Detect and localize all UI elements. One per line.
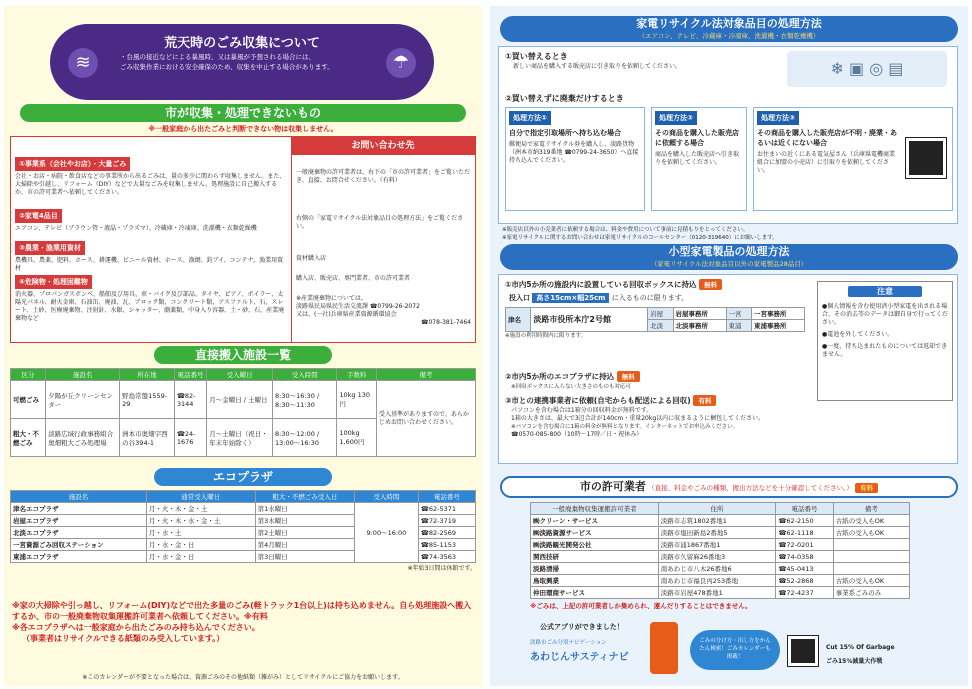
table-row: 粗大・不燃ごみ 淡路広域行政事務組合 奥畑粗大ごみ処理場 洲本市奥畑字西の谷394-1 ☎24-1676 月〜土曜日（祝日・年末年始除く） 8:30〜12:00 / 13:00〜16:30 100kg 1,600円 [11, 419, 476, 457]
app-promo: 公式アプリができました！ 淡路市ごみ分別ナビゲーション あわじんサスティナビ ごみの分け方・出し方をかんたん検索！ごみカレンダーも掲載！ Cut 15% Of Garbage ごみ15%減量大作戦 [530, 622, 950, 680]
table-row: 東浦エコプラザ 月・水・金・日 第3日曜日 ☎74-3563 [11, 551, 476, 563]
wind-icon: ≋ [68, 48, 98, 78]
table-row: 津名エコプラザ 月・火・木・金・土 第1水曜日 9:00〜16:00 ☎62-5371 [11, 503, 476, 515]
list-item: ①事業系（会社やお店）・大量ごみ 会社・お店・病院・飲食店などの事業所から出るごみは、量の多少に関わらず収集しません。また、大掃除や引越し、リフォーム（DIY）などで大量なごみを収集しません。処理施設に自己搬入するか、市の許可業者へ依頼してください。 [15, 157, 287, 209]
not-collected-title: 市が収集・処理できないもの [20, 104, 466, 122]
location-table: 津名 淡路市役所本庁2号館 岩屋 岩屋事務所 一宮 一宮事務所 北淡 北淡事務所 東浦 東浦事務所 ※施設の利用時間内に限ります。 [505, 307, 805, 340]
table-row: 関西技研 淡路市久留麻26番地3 ☎74-0358 [531, 551, 910, 563]
contact-list: 一般廃棄物の許可業者は、右下の「市の許可業者」をご覧いただき、直接、お問合せください。（有料） 右側の「家電リサイクル法対象品目の処理方法」をご覧ください。 資材購入店 購入店、販売店、専門業者、市の許可業者 ※産業廃棄物については、 淡路県民局県民生活交流課 ☎0799-26-2072 又は、(一社)兵庫県産業資源循環協会 ☎078-381-7464 [291, 155, 475, 342]
phone-icon [650, 622, 678, 674]
list-item: ②家電4品目 エアコン、テレビ（ブラウン管・液晶・プラズマ）、冷蔵庫・冷凍庫、洗濯機・衣類乾燥機 [15, 209, 287, 241]
not-collected-table [10, 136, 476, 343]
table-row: ㈱淡路観光開発公社 淡路市浦1867番地1 ☎72-0201 [531, 539, 910, 551]
table-row: 岩屋エコプラザ 月・火・木・水・金・土 第3木曜日 ☎72-3719 [11, 515, 476, 527]
table-row: ㈱クリーン・サービス 淡路市志筑1802番地1 ☎62-2150 古紙の受入もOK [531, 515, 910, 527]
umbrella-icon: ☂ [386, 48, 416, 78]
kaden-header: 家電リサイクル法対象品目の処理方法 （エアコン、テレビ、冷蔵庫・冷凍庫、洗濯機・衣類乾燥機） [500, 16, 958, 42]
permit-footnote: ※ごみは、上記の許可業者しか集められ、運んだりすることはできません。 [530, 602, 752, 610]
qr-code-icon[interactable] [788, 636, 818, 666]
eco-title: エコプラザ [154, 468, 332, 486]
size-limit: 投入口 高さ15cm×幅25cm に入るものに限ります。 [509, 294, 689, 302]
permit-header: 市の許可業者 （直接、料金やごみの種類、搬出方法などを十分確認してください。） 有料 [500, 476, 958, 498]
contact-header: お問い合わせ先 [291, 137, 475, 155]
method-3: 処理方法③ その商品を購入した販売店が不明・廃業・あるいは近くにない場合 お住まいの近くにある電気屋さん（兵庫県電機商業組合に加盟の小売店）に引取りを依頼してください。 [753, 107, 953, 211]
table-row: 淡路清掃 南あわじ市八木26番地6 ☎45-0413 [531, 563, 910, 575]
calendar-note: ※このカレンダーが不要となった場合は、資源ごみのその他紙類（雑がみ）としてリサイクルにご協力をお願いします。 [82, 674, 404, 681]
small-header: 小型家電製品の処理方法 （家電リサイクル法対象品目以外の家電製品28品目） [500, 244, 958, 270]
small-panel: ①市内5か所の施設内に設置している回収ボックスに持込 無料 投入口 高さ15cm×幅25cm に入るものに限ります。 津名 淡路市役所本庁2号館 岩屋 岩屋事務所 一宮 一宮事務所 北淡 北淡事務所 東浦 東浦事務所 ※施設の利用時間内に限ります。 ②市内5か所のエコプラザに持込 無料 ※回収ボックスに入らない大きさのものも対応可 ③市との連携事業者に依頼(自宅からも配送による回収) 有料 パソコンを含む場合は1箱分の回収料金が無料です。 1箱の大きさは、最大で3辺合計が140cm・重量20kg以内に収まるように梱包してください。 ※パソコンを含む場合に1箱の料金が無料となります。インターネットでお申込みください。 ☎0570-085-800（10時〜17時／日・祝休み） 注意 ●個人情報を含む使用済小型家電を出される場合、その消去等のデータは御自身で行ってください。 ●電池を外してください。 ●一度、持ち込まれたものについては返却できません。 [498, 274, 958, 464]
storm-banner [50, 24, 434, 100]
appliances-icon: ❄ ▣ ◎ ▤ [787, 51, 947, 87]
eco-footnote: ※年始3日間は休館です。 [407, 565, 476, 572]
table-row: 北淡 北淡事務所 東浦 東浦事務所 [506, 320, 805, 332]
caution-box: 注意 ●個人情報を含む使用済小型家電を出される場合、その消去等のデータは御自身で行ってください。 ●電池を外してください。 ●一度、持ち込まれたものについては返却できません。 [817, 281, 953, 401]
method-2: 処理方法② その商品を購入した販売店に依頼する場合 商品を購入した販売店へ引き取りを依頼してください。 [651, 107, 747, 211]
direct-title: 直接搬入施設一覧 [154, 346, 332, 364]
table-row: 一宮資源ごみ回収ステーション 月・水・金・日 第4月曜日 ☎85-1153 [11, 539, 476, 551]
list-item: ④危険物・処理困難物 消火器、プロパンガスボンベ、船舶及び用具、車・バイク及び部品、タイヤ、ピアノ、ボイラー、太陽光パネル、耐火金庫、石油缶、廃油、瓦、ブロック類、コンクリート類、アスファルト、石、スレート、土砂、医療廃棄物、注射針、水銀、シャッター、劇薬類、中身入り容器、土・砂、石、産業廃棄物など [15, 275, 287, 341]
eco-table: 施設名 通常受入曜日 粗大・不燃ごみ受入日 受入時間 電話番号 津名エコプラザ 月・火・木・金・土 第1水曜日 9:00〜16:00 ☎62-5371 岩屋エコプラザ 月・火・木・水・金・土 第3木曜日 ☎72-3719 北淡エコプラザ 月・水・土 第2土曜日 ☎82-2569 一宮資源ごみ回収ステーション 月・水・金・日 第4月曜日 ☎85-1153 東浦エコプラザ 月・水・金・日 第3日曜日 ☎74-3563 ※年始3日間は休館です。 [10, 490, 476, 573]
not-collected-subtitle: ※一般家庭から出たごみと判断できない物は収集しません。 [148, 125, 338, 133]
qr-code-icon[interactable] [906, 138, 946, 178]
table-row: 津名 淡路市役所本庁2号館 岩屋 岩屋事務所 一宮 一宮事務所 [506, 308, 805, 320]
right-page: 家電リサイクル法対象品目の処理方法 （エアコン、テレビ、冷蔵庫・冷凍庫、洗濯機・衣類乾燥機） ①買い替えるとき 新しい商品を購入する販売店に引き取りを依頼してください。 ❄ ▣ ◎ ▤ ②買い替えずに廃棄だけするとき 処理方法① 自分で指定引取場所へ持ち込む場合 郵便局で家電リサイクル券を購入し、淡路貨物（洲本市納319番地 ☎0799-24-3650）へ直接持ち込んでください。 処理方法② その商品を購入した販売店に依頼する場合 商品を購入した販売店へ引き取りを依頼してください。 処理方法③ その商品を購入した販売店が不明・廃業・あるいは近くにない場合 お住まいの近くにある電気屋さん（兵庫県電機商業組合に加盟の小売店）に引取りを依頼してください。 ※販売店以外の小売業者に依頼する場合は、料金や費用について事前に見積もりをとってください。 ※家電リサイクルに関するお問い合わせは家電リサイクルのコールセンター（0120-319640）にお願いします。 小型家電製品の処理方法 （家電リサイクル法対象品目以外の家電製品28品目） ①市内5か所の施設内に設置している回収ボックスに持込 無料 投入口 高さ15cm×幅25cm に入るものに限ります。 津名 淡路市役所本庁2号館 岩屋 岩屋事務所 一宮 一宮事務所 北淡 北淡事務所 東浦 東浦事務所 ※施設の利用時間内に限ります。 ②市内5か所のエコプラザに持込 無料 ※回収ボックスに入らない大きさのものも対応可 ③市との連携事業者に依頼(自宅からも配送による回収) 有料 パソコンを含む場合は1箱分の回収料金が無料です。 1箱の大きさは、最大で3辺合計が140cm・重量20kg以内に収まるように梱包してください。 ※パソコンを含む場合に1箱の料金が無料となります。インターネットでお申込みください。 ☎0570-085-800（10時〜17時／日・祝休み） 注意 ●個人情報を含む使用済小型家電を出される場合、その消去等のデータは御自身で行ってください。 ●電池を外してください。 ●一度、持ち込まれたものについては返却できません。 市の許可業者 （直接、料金やごみの種類、搬出方法などを十分確認してください。） 有料 一般廃棄物収集運搬許可業者 住所 電話番号 備考 ㈱クリーン・サービス 淡路市志筑1802番地1 ☎62-2150 古紙の受入もOK ㈱淡路資源サービス 淡路市塩田新島2番地5 ☎62-1118 古紙の受入もOK ㈱淡路観光開発公社 淡路市浦1867番地1 ☎72-0201 関西技研 淡路市久留麻26番地3 ☎74-0358 淡路清掃 南あわじ市八木26番地6 ☎45-0413 鳥取興業 南あわじ市福良丙253番地 ☎52-2868 古紙の受入もOK 仲田環商サービス 淡路市岩屋478番地1 ☎72-4237 事業系ごみのみ ※ごみは、上記の許可業者しか集められ、運んだりすることはできません。 公式アプリができました！ 淡路市ごみ分別ナビゲーション あわじんサスティナビ ごみの分け方・出し方をかんたん検索！ごみカレンダーも掲載！ Cut 15% Of Garbage ごみ15%減量大作戦 [490, 6, 968, 686]
s3-body: パソコンを含む場合は1箱分の回収料金が無料です。 1箱の大きさは、最大で3辺合計が140cm・重量20kg以内に収まるように梱包してください。 ※パソコンを含む場合に1箱の料金が無料となります。インターネットでお申込みください。 ☎0570-085-800（10時〜17時／日・祝休み） [511, 407, 765, 438]
direct-table: 区分 施設名 所在地 電話番号 受入曜日 受入時間 手数料 備考 可燃ごみ 夕陽が丘クリーンセンター 野島常盤1559-29 ☎82-3144 月〜金曜日 / 土曜日 8:30〜16:30 / 8:30〜11:30 10kg 130円 受入基準がありますので、あらかじめお問い合わせください。 粗大・不燃ごみ 淡路広域行政事務組合 奥畑粗大ごみ処理場 洲本市奥畑字西の谷394-1 ☎24-1676 月〜土曜日（祝日・年末年始除く） 8:30〜12:00 / 13:00〜16:30 100kg 1,600円 [10, 368, 476, 457]
storm-body: ・台風の接近などによる暴風時、又は暴風が予想される場合には、 ごみ収集作業における安全確保のため、収集を中止する場合があります。 [120, 53, 334, 71]
kaden-panel: ①買い替えるとき 新しい商品を購入する販売店に引き取りを依頼してください。 ❄ ▣ ◎ ▤ ②買い替えずに廃棄だけするとき 処理方法① 自分で指定引取場所へ持ち込む場合 郵便局で家電リサイクル券を購入し、淡路貨物（洲本市納319番地 ☎0799-24-3650）へ直接持ち込んでください。 処理方法② その商品を購入した販売店に依頼する場合 商品を購入した販売店へ引き取りを依頼してください。 処理方法③ その商品を購入した販売店が不明・廃業・あるいは近くにない場合 お住まいの近くにある電気屋さん（兵庫県電機商業組合に加盟の小売店）に引取りを依頼してください。 [498, 46, 958, 224]
table-row: 仲田環商サービス 淡路市岩屋478番地1 ☎72-4237 事業系ごみのみ [531, 587, 910, 599]
table-row: 鳥取興業 南あわじ市福良丙253番地 ☎52-2868 古紙の受入もOK [531, 575, 910, 587]
item-list [15, 157, 287, 341]
storm-title: 荒天時のごみ収集について [164, 36, 320, 51]
table-row: 可燃ごみ 夕陽が丘クリーンセンター 野島常盤1559-29 ☎82-3144 月〜金曜日 / 土曜日 8:30〜16:30 / 8:30〜11:30 10kg 130円 受入基準がありますので、あらかじめお問い合わせください。 [11, 381, 476, 419]
warnings: ※家の大掃除や引っ越し、リフォーム(DIY)などで出た多量のごみ(軽トラック1台以上)は持ち込めません。自ら処理施設へ搬入するか、市の一般廃棄物収集運搬許可業者へ依頼してください。※有料 ※各エコプラザへは一般家庭から出たごみのみ持ち込んでください。 （事業者はリサイクルできる紙類のみ受入しています。） [12, 601, 472, 643]
permit-table: 一般廃棄物収集運搬許可業者 住所 電話番号 備考 ㈱クリーン・サービス 淡路市志筑1802番地1 ☎62-2150 古紙の受入もOK ㈱淡路資源サービス 淡路市塩田新島2番地5 ☎62-1118 古紙の受入もOK ㈱淡路観光開発公社 淡路市浦1867番地1 ☎72-0201 関西技研 淡路市久留麻26番地3 ☎74-0358 淡路清掃 南あわじ市八木26番地6 ☎45-0413 鳥取興業 南あわじ市福良丙253番地 ☎52-2868 古紙の受入もOK 仲田環商サービス 淡路市岩屋478番地1 ☎72-4237 事業系ごみのみ ※ごみは、上記の許可業者しか集められ、運んだりすることはできません。 [530, 502, 910, 610]
left-page [4, 6, 482, 686]
table-row: ㈱淡路資源サービス 淡路市塩田新島2番地5 ☎62-1118 古紙の受入もOK [531, 527, 910, 539]
list-item: ③農業・漁業用資材 農機具、農薬、肥料、ホース、耕運機、ビニール資材、ホース、漁網、釣ブイ、コンテナ、漁業用資材 [15, 241, 287, 275]
table-row: 北淡エコプラザ 月・水・土 第2土曜日 ☎82-2569 [11, 527, 476, 539]
method-1: 処理方法① 自分で指定引取場所へ持ち込む場合 郵便局で家電リサイクル券を購入し、淡路貨物（洲本市納319番地 ☎0799-24-3650）へ直接持ち込んでください。 [505, 107, 645, 211]
